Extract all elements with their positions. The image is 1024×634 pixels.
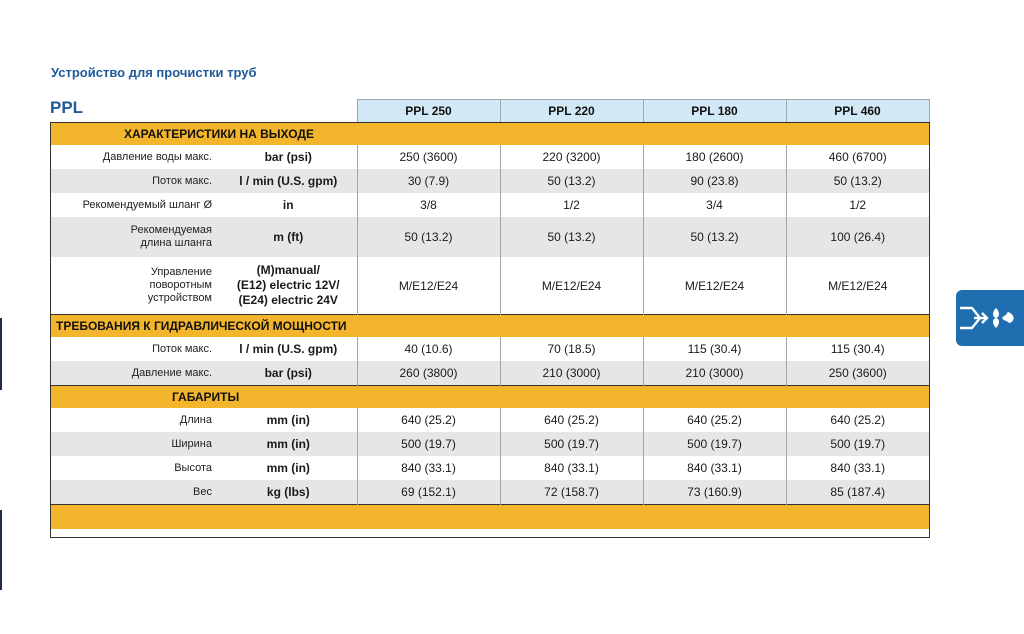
group-title: ХАРАКТЕРИСТИКИ НА ВЫХОДЕ xyxy=(50,123,929,146)
cell: 500 (19.7) xyxy=(500,432,643,456)
table-row xyxy=(50,456,929,480)
cell: 73 (160.9) xyxy=(643,480,786,505)
table-row xyxy=(50,257,929,315)
left-edge-bar-top xyxy=(0,318,2,390)
cell: 90 (23.8) xyxy=(643,169,786,193)
model-header: PPL 180 xyxy=(643,100,786,123)
cell: 3/8 xyxy=(357,193,500,217)
cell: 840 (33.1) xyxy=(643,456,786,480)
cell: 640 (25.2) xyxy=(643,408,786,432)
table-row xyxy=(50,169,929,193)
cell: 69 (152.1) xyxy=(357,480,500,505)
group-title: ГАБАРИТЫ xyxy=(50,386,929,409)
table-row xyxy=(50,217,929,257)
cell: 210 (3000) xyxy=(643,361,786,386)
cell: 100 (26.4) xyxy=(786,217,929,257)
cell: 50 (13.2) xyxy=(643,217,786,257)
side-tab[interactable] xyxy=(956,290,1024,346)
group-row-dimensions xyxy=(50,386,929,409)
cell: 250 (3600) xyxy=(357,145,500,169)
row-unit: (M)manual/ (E12) electric 12V/ (E24) electric 24V xyxy=(236,263,340,307)
table-row xyxy=(50,361,929,386)
cell: 50 (13.2) xyxy=(357,217,500,257)
document-subtitle: Устройство для прочистки труб xyxy=(51,65,257,80)
cell: M/E12/E24 xyxy=(500,257,643,315)
left-edge-bar-bottom xyxy=(0,510,2,590)
cell: 115 (30.4) xyxy=(643,337,786,361)
section-title: PPL xyxy=(50,98,84,117)
cell: M/E12/E24 xyxy=(643,257,786,315)
row-unit: mm (in) xyxy=(266,412,310,427)
cell: 3/4 xyxy=(643,193,786,217)
cell: M/E12/E24 xyxy=(786,257,929,315)
cell: 72 (158.7) xyxy=(500,480,643,505)
row-unit: l / min (U.S. gpm) xyxy=(239,341,338,356)
table-row xyxy=(50,337,929,361)
row-label: Длина xyxy=(179,413,212,426)
group-row-hydraulic xyxy=(50,315,929,338)
table-row xyxy=(50,193,929,217)
row-unit: in xyxy=(282,197,294,212)
row-label: Высота xyxy=(174,461,212,474)
header-row xyxy=(50,100,929,123)
water-jet-icon xyxy=(956,333,1024,350)
cell: 220 (3200) xyxy=(500,145,643,169)
model-header: PPL 250 xyxy=(357,100,500,123)
cell: 640 (25.2) xyxy=(357,408,500,432)
cell: 210 (3000) xyxy=(500,361,643,386)
row-label: Рекомендуемый шланг Ø xyxy=(82,198,212,211)
footer-band xyxy=(50,505,929,530)
cell: 30 (7.9) xyxy=(357,169,500,193)
table-row xyxy=(50,432,929,456)
cell: 460 (6700) xyxy=(786,145,929,169)
row-unit: bar (psi) xyxy=(264,149,312,164)
spec-table xyxy=(50,99,930,529)
cell: M/E12/E24 xyxy=(357,257,500,315)
row-unit: bar (psi) xyxy=(220,361,357,386)
row-label: Поток макс. xyxy=(152,342,212,355)
row-label: Давление воды макс. xyxy=(102,150,212,163)
row-label: Вес xyxy=(50,480,220,505)
row-label: Давление макс. xyxy=(50,361,220,386)
cell: 640 (25.2) xyxy=(500,408,643,432)
cell: 50 (13.2) xyxy=(786,169,929,193)
cell: 40 (10.6) xyxy=(357,337,500,361)
cell: 840 (33.1) xyxy=(500,456,643,480)
cell: 180 (2600) xyxy=(643,145,786,169)
cell: 260 (3800) xyxy=(357,361,500,386)
cell: 840 (33.1) xyxy=(357,456,500,480)
row-unit: mm (in) xyxy=(266,460,310,475)
row-label: Управление поворотным устройством xyxy=(147,266,212,304)
cell: 1/2 xyxy=(786,193,929,217)
cell: 50 (13.2) xyxy=(500,217,643,257)
row-label: Рекомендуемая длина шланга xyxy=(50,217,220,257)
cell: 500 (19.7) xyxy=(643,432,786,456)
table-row xyxy=(50,408,929,432)
group-row-output xyxy=(50,123,929,146)
cell: 640 (25.2) xyxy=(786,408,929,432)
table-row xyxy=(50,145,929,169)
cell: 500 (19.7) xyxy=(786,432,929,456)
row-unit: l / min (U.S. gpm) xyxy=(220,169,357,193)
cell: 840 (33.1) xyxy=(786,456,929,480)
cell: 50 (13.2) xyxy=(500,169,643,193)
row-unit: mm (in) xyxy=(220,432,357,456)
group-title: ТРЕБОВАНИЯ К ГИДРАВЛИЧЕСКОЙ МОЩНОСТИ xyxy=(50,315,929,338)
model-header: PPL 460 xyxy=(786,100,929,123)
cell: 250 (3600) xyxy=(786,361,929,386)
row-label: Ширина xyxy=(50,432,220,456)
row-label: Поток макс. xyxy=(50,169,220,193)
table-row xyxy=(50,480,929,505)
cell: 1/2 xyxy=(500,193,643,217)
cell: 70 (18.5) xyxy=(500,337,643,361)
cell: 85 (187.4) xyxy=(786,480,929,505)
cell: 500 (19.7) xyxy=(357,432,500,456)
cell: 115 (30.4) xyxy=(786,337,929,361)
model-header: PPL 220 xyxy=(500,100,643,123)
row-unit: kg (lbs) xyxy=(220,480,357,505)
row-unit: m (ft) xyxy=(220,217,357,257)
